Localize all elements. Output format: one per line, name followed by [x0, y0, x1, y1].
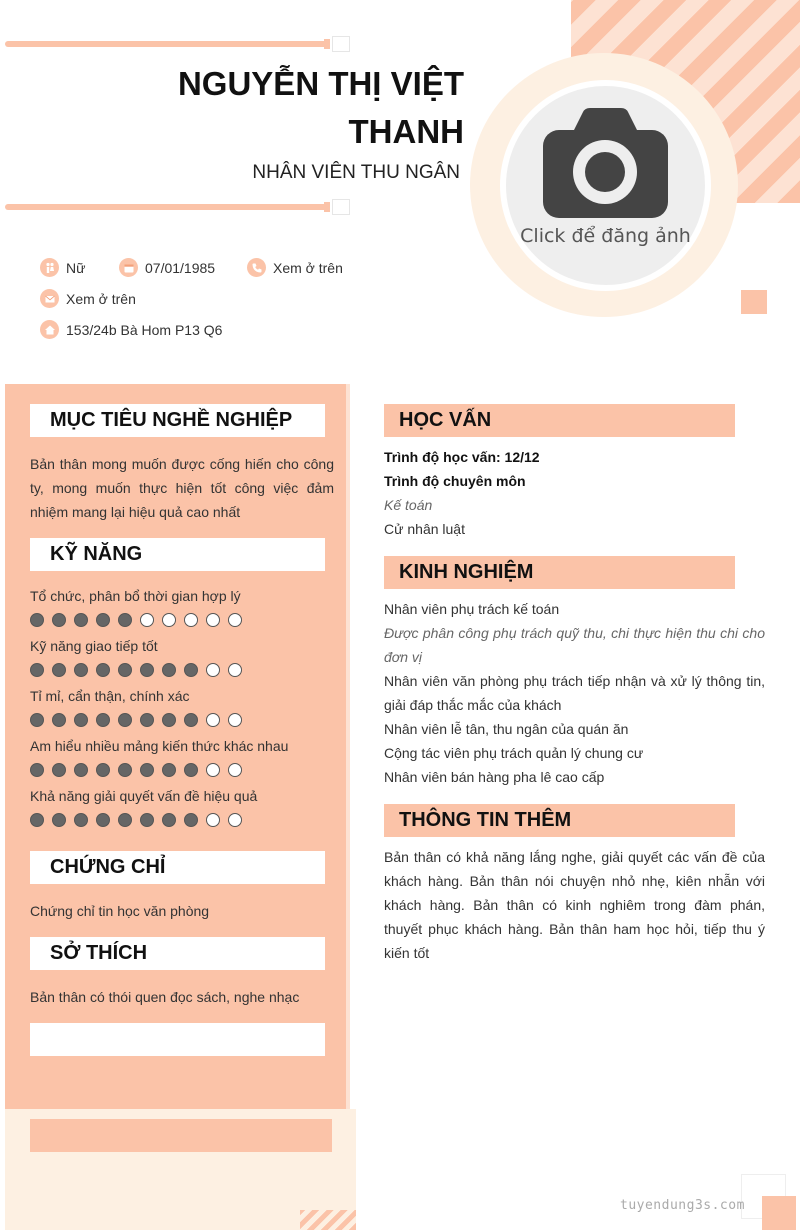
rating-dot-filled [30, 613, 44, 627]
rating-dot-empty [206, 713, 220, 727]
empty-section [30, 1023, 325, 1056]
rating-dot-filled [96, 763, 110, 777]
skill-name: Tỉ mỉ, cẩn thận, chính xác [30, 688, 190, 704]
rating-dot-empty [206, 813, 220, 827]
objective-text: Bản thân mong muốn được cống hiến cho công ty, mong muốn thực hiện tốt công việc đảm nhiệm mang lại hiệu quả cao nhất [30, 456, 334, 520]
experience-item: Nhân viên phụ trách kế toán [384, 601, 560, 617]
rating-dot-filled [74, 763, 88, 777]
left-footer-bar [30, 1119, 332, 1152]
experience-item: Nhân viên lễ tân, thu ngân của quán ăn [384, 721, 629, 737]
education-heading: HỌC VẤN [384, 404, 735, 437]
education-level: Trình độ học vấn: 12/12 [384, 449, 540, 465]
decor-stripes-small [300, 1210, 356, 1230]
rating-dot-filled [30, 813, 44, 827]
hobbies-heading: SỞ THÍCH [30, 937, 325, 970]
rating-dot-filled [52, 613, 66, 627]
skill-rating [30, 763, 242, 777]
skill-name: Am hiểu nhiều mảng kiến thức khác nhau [30, 738, 289, 754]
contact-gender [40, 258, 85, 277]
rating-dot-empty [162, 613, 176, 627]
camera-icon[interactable] [543, 108, 668, 218]
rating-dot-filled [140, 663, 154, 677]
rating-dot-filled [118, 613, 132, 627]
header-line-bottom [5, 204, 330, 210]
rating-dot-empty [228, 713, 242, 727]
skills-heading: KỸ NĂNG [30, 538, 325, 571]
decor-corner-accent [762, 1196, 796, 1230]
rating-dot-filled [96, 713, 110, 727]
decor-square [741, 290, 767, 314]
rating-dot-empty [184, 613, 198, 627]
certificates-heading: CHỨNG CHỈ [30, 851, 325, 884]
rating-dot-filled [162, 713, 176, 727]
hobbies-text: Bản thân có thói quen đọc sách, nghe nhạc [30, 989, 300, 1005]
envelope-icon [40, 289, 59, 308]
skill-rating [30, 663, 242, 677]
rating-dot-filled [74, 663, 88, 677]
rating-dot-filled [30, 663, 44, 677]
rating-dot-filled [52, 813, 66, 827]
rating-dot-filled [184, 763, 198, 777]
rating-dot-filled [118, 813, 132, 827]
contact-address [40, 320, 222, 339]
job-title: NHÂN VIÊN THU NGÂN [252, 162, 460, 183]
rating-dot-filled [96, 813, 110, 827]
extra-info-heading: THÔNG TIN THÊM [384, 804, 735, 837]
phone-value: Xem ở trên [273, 259, 343, 276]
rating-dot-empty [228, 763, 242, 777]
rating-dot-filled [74, 713, 88, 727]
rating-dot-filled [118, 663, 132, 677]
skill-name: Kỹ năng giao tiếp tốt [30, 638, 158, 654]
experience-item: Nhân viên văn phòng phụ trách tiếp nhận và xử lý thông tin, giải đáp thắc mắc của khách [384, 673, 765, 713]
rating-dot-empty [140, 613, 154, 627]
email-value: Xem ở trên [66, 290, 136, 307]
name-line-1: NGUYỄN THỊ VIỆT [177, 65, 464, 102]
rating-dot-filled [74, 813, 88, 827]
skill-name: Khả năng giải quyết vấn đề hiệu quả [30, 788, 258, 804]
experience-item: Được phân công phụ trách quỹ thu, chi thực hiện thu chi cho đơn vị [384, 625, 765, 665]
header-line-top [5, 41, 330, 47]
rating-dot-filled [96, 613, 110, 627]
rating-dot-empty [206, 663, 220, 677]
rating-dot-filled [184, 813, 198, 827]
gender-value: Nữ [66, 259, 86, 276]
rating-dot-empty [228, 813, 242, 827]
candidate-name [100, 60, 464, 156]
rating-dot-filled [140, 713, 154, 727]
home-icon [40, 320, 59, 339]
calendar-icon [119, 258, 138, 277]
rating-dot-filled [52, 713, 66, 727]
contact-birthdate [119, 258, 215, 277]
contact-phone [247, 258, 343, 277]
rating-dot-filled [162, 813, 176, 827]
experience-heading: KINH NGHIỆM [384, 556, 735, 589]
contact-email [40, 289, 136, 308]
education-specialty: Kế toán [384, 497, 433, 513]
rating-dot-filled [118, 763, 132, 777]
name-line-2: THANH [348, 113, 464, 150]
education-degree: Cử nhân luật [384, 521, 465, 537]
rating-dot-empty [206, 613, 220, 627]
education-specialty-label: Trình độ chuyên môn [384, 473, 526, 489]
address-value: 153/24b Bà Hom P13 Q6 [66, 321, 223, 338]
watermark: tuyendung3s.com [620, 1198, 745, 1213]
gender-icon [40, 258, 59, 277]
experience-item: Nhân viên bán hàng pha lê cao cấp [384, 769, 605, 785]
rating-dot-filled [52, 663, 66, 677]
rating-dot-filled [74, 613, 88, 627]
left-column-edge [346, 384, 350, 1109]
rating-dot-filled [184, 663, 198, 677]
skill-rating [30, 713, 242, 727]
rating-dot-empty [206, 763, 220, 777]
rating-dot-filled [184, 713, 198, 727]
certificates-text: Chứng chỉ tin học văn phòng [30, 903, 210, 919]
extra-info-text: Bản thân có khả năng lắng nghe, giải quyết các vấn đề của khách hàng. Bản thân nói chuyện nhỏ nhẹ, kiên nhẫn với khách hàng. Bản thân có kinh nghiêm trong đàm phán, thuyết phục khách hàng. Bản thân ham học hỏi, tiếp thu ý kiến tốt [384, 849, 765, 961]
rating-dot-filled [96, 663, 110, 677]
rating-dot-filled [162, 763, 176, 777]
skill-rating [30, 813, 242, 827]
rating-dot-filled [162, 663, 176, 677]
phone-icon [247, 258, 266, 277]
rating-dot-filled [30, 763, 44, 777]
skill-rating [30, 613, 242, 627]
objective-heading: MỤC TIÊU NGHỀ NGHIỆP [30, 404, 325, 437]
upload-photo-label[interactable]: Click để đăng ảnh [520, 225, 691, 247]
rating-dot-filled [30, 713, 44, 727]
rating-dot-empty [228, 613, 242, 627]
rating-dot-filled [52, 763, 66, 777]
rating-dot-filled [118, 713, 132, 727]
rating-dot-filled [140, 763, 154, 777]
birthdate-value: 07/01/1985 [145, 259, 216, 276]
rating-dot-empty [228, 663, 242, 677]
experience-item: Cộng tác viên phụ trách quản lý chung cư [384, 745, 644, 761]
skill-name: Tổ chức, phân bổ thời gian hợp lý [30, 588, 241, 604]
rating-dot-filled [140, 813, 154, 827]
